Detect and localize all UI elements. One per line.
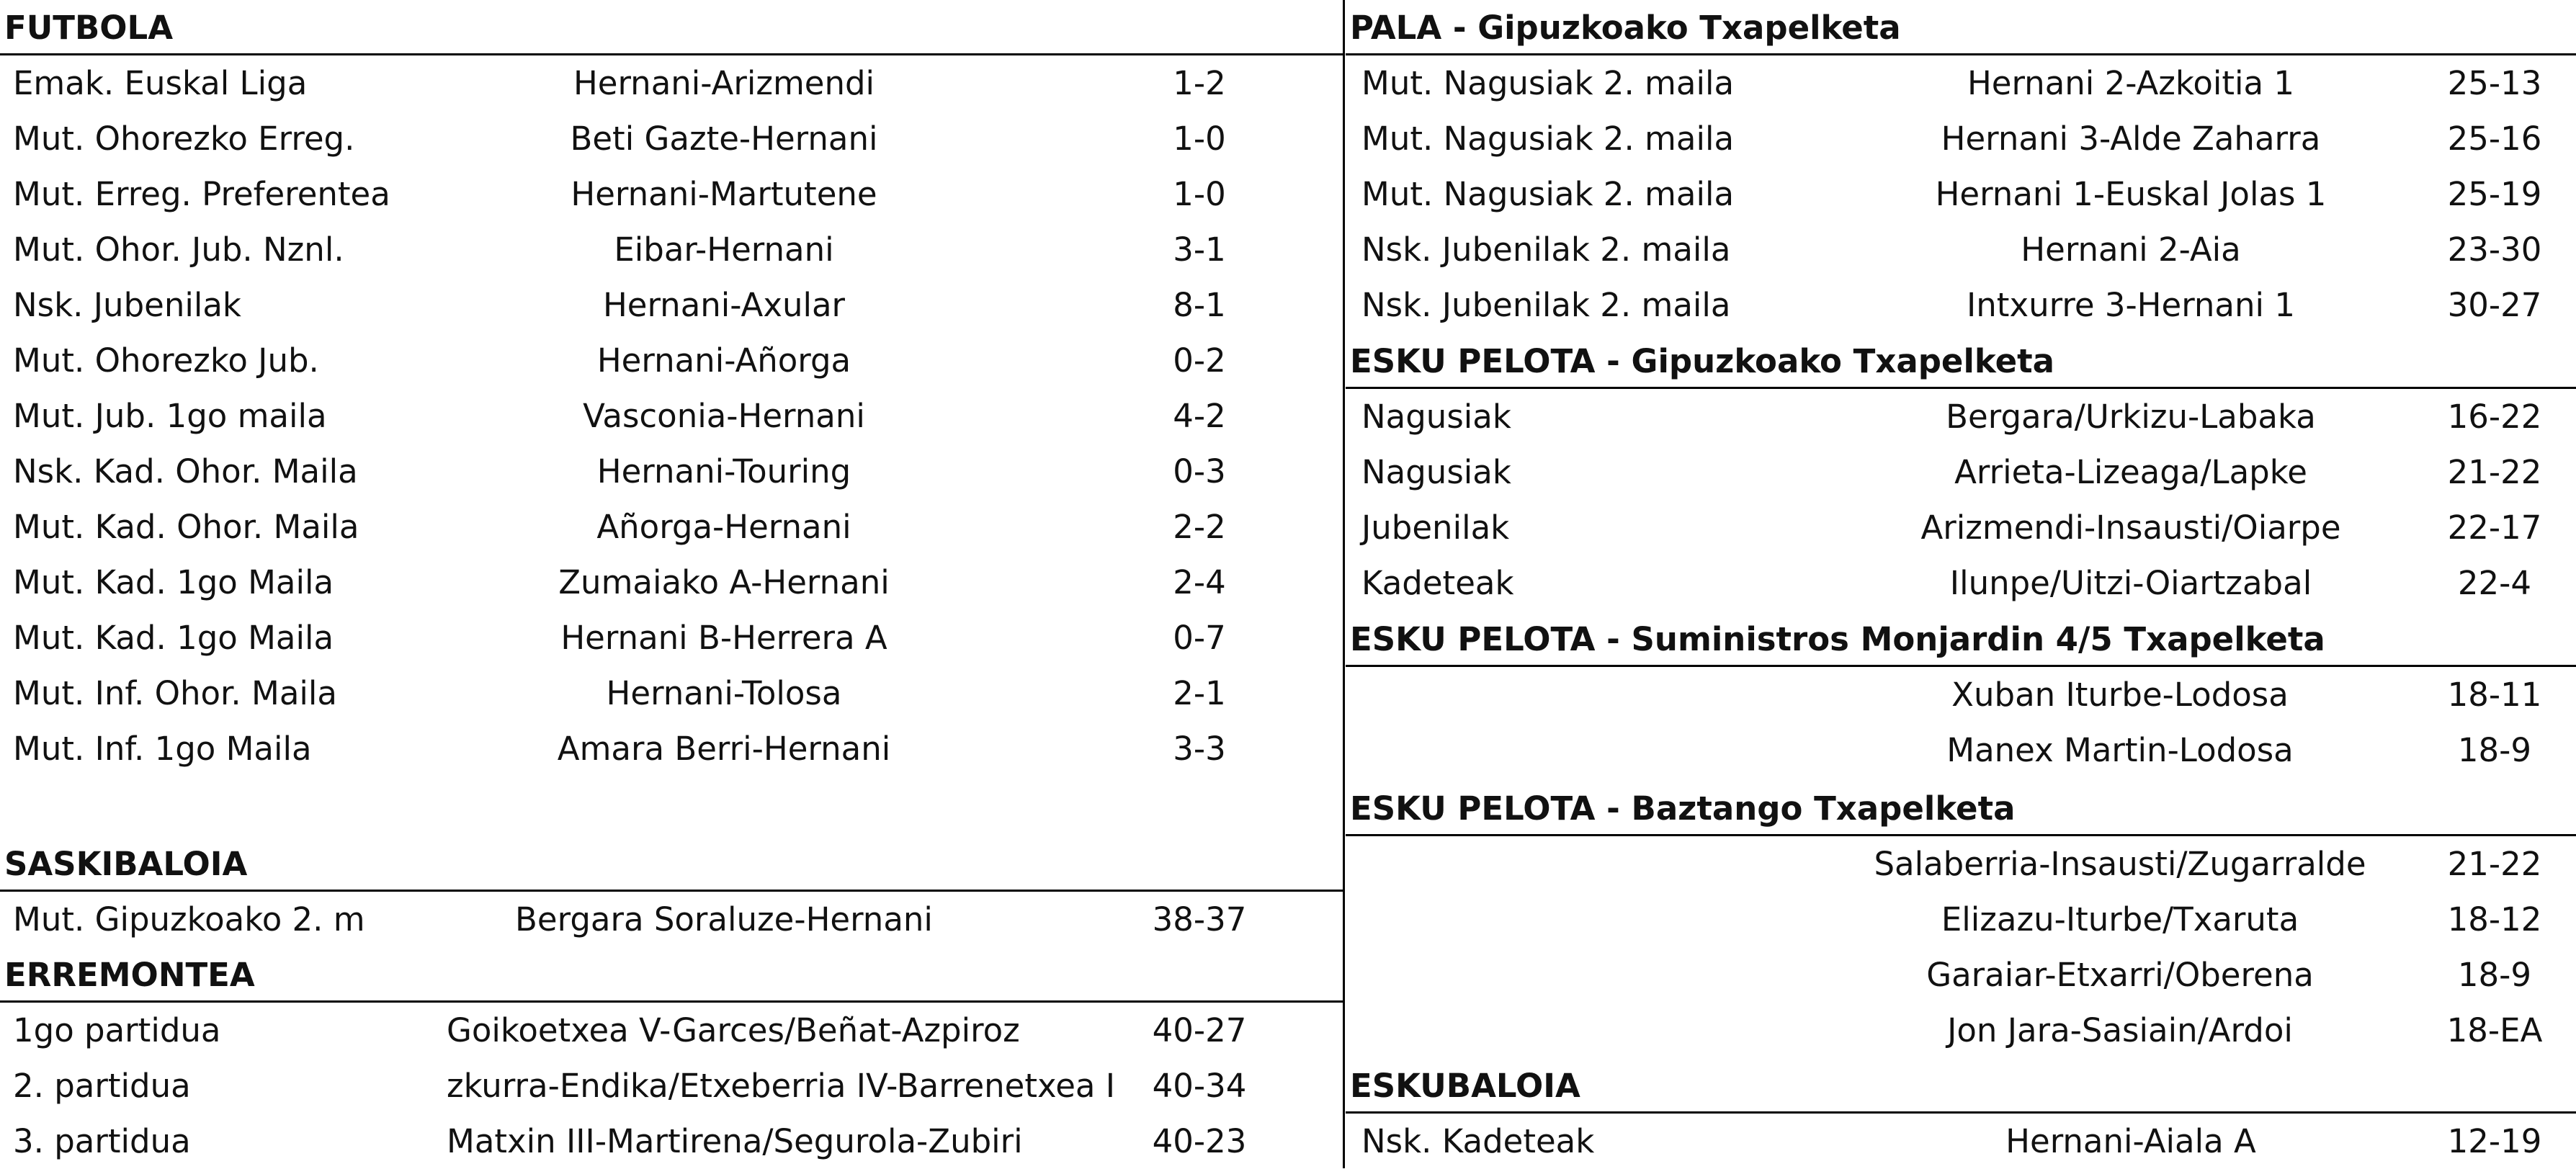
match: Xuban Iturbe-Lodosa: [1951, 676, 2289, 714]
category: Mut. Nagusiak 2. maila: [1361, 175, 1735, 213]
match: Matxin III-Martirena/Segurola-Zubiri: [447, 1122, 1023, 1160]
esku-gipuzkoa-rows: [1346, 389, 2576, 611]
result-row: [1346, 836, 2576, 892]
match: Eibar-Hernani: [614, 230, 834, 269]
match: Hernani-Añorga: [596, 341, 851, 380]
result-row: [1346, 667, 2576, 722]
erremontea-section: [0, 947, 1343, 1169]
category: 2. partidua: [13, 1067, 191, 1105]
result-row: [0, 721, 1343, 776]
result-row: [1346, 555, 2576, 611]
score: 40-34: [1152, 1067, 1247, 1105]
match: Zumaiako A-Hernani: [558, 563, 890, 601]
category: Nsk. Kadeteak: [1361, 1122, 1595, 1160]
section-title: PALA - Gipuzkoako Txapelketa: [1346, 0, 2576, 55]
esku-baztan-rows: [1346, 836, 2576, 1058]
eskubaloia-rows: [1346, 1114, 2576, 1169]
category: Nsk. Kad. Ohor. Maila: [13, 452, 358, 491]
score: 18-9: [2457, 731, 2532, 769]
match: Hernani-Tolosa: [606, 674, 842, 712]
match: Jon Jara-Sasiain/Ardoi: [1947, 1011, 2293, 1049]
match: Amara Berri-Hernani: [557, 730, 891, 768]
score: 18-9: [2457, 956, 2532, 994]
match: Goikoetxea V-Garces/Beñat-Azpiroz: [447, 1011, 1020, 1049]
esku-baztan-section: [1346, 781, 2576, 1058]
score: 16-22: [2447, 398, 2542, 436]
match: Hernani-Arizmendi: [573, 64, 875, 102]
score: 23-30: [2447, 230, 2542, 269]
category: Nsk. Jubenilak 2. maila: [1361, 286, 1731, 324]
category: Mut. Kad. Ohor. Maila: [13, 508, 359, 546]
saskibaloia-section: [0, 836, 1343, 947]
section-title: ESKUBALOIA: [1346, 1058, 2576, 1114]
section-title: ESKU PELOTA - Suministros Monjardin 4/5 Txapelketa: [1346, 612, 2576, 667]
match: Hernani 3-Alde Zaharra: [1941, 120, 2321, 158]
score: 3-3: [1173, 730, 1226, 768]
category: Nsk. Jubenilak: [13, 286, 241, 324]
match: Hernani 2-Azkoitia 1: [1967, 64, 2295, 102]
result-row: [0, 892, 1343, 947]
result-row: [0, 1058, 1343, 1114]
score: 22-4: [2457, 564, 2532, 602]
score: 21-22: [2447, 845, 2542, 883]
result-row: [1346, 277, 2576, 333]
section-title: ERREMONTEA: [0, 947, 1343, 1003]
score: 0-3: [1173, 452, 1226, 491]
result-row: [0, 1003, 1343, 1058]
result-row: [0, 444, 1343, 499]
match: Intxurre 3-Hernani 1: [1967, 286, 2295, 324]
match: Beti Gazte-Hernani: [570, 120, 878, 158]
result-row: [1346, 444, 2576, 500]
match: Salaberria-Insausti/Zugarralde: [1874, 845, 2366, 883]
category: Mut. Ohorezko Jub.: [13, 341, 319, 380]
score: 38-37: [1152, 900, 1247, 939]
score: 22-17: [2447, 509, 2542, 547]
result-row: [0, 166, 1343, 222]
result-row: [1346, 1003, 2576, 1058]
match: Hernani-Axular: [602, 286, 846, 324]
category: Mut. Ohorezko Erreg.: [13, 120, 355, 158]
score: 4-2: [1173, 397, 1226, 435]
result-row: [1346, 500, 2576, 555]
column-divider: [1343, 0, 1345, 1168]
category: 3. partidua: [13, 1122, 191, 1160]
result-row: [0, 277, 1343, 333]
result-row: [1346, 166, 2576, 222]
erremontea-rows: [0, 1003, 1343, 1169]
saskibaloia-rows: [0, 892, 1343, 947]
match: Arrieta-Lizeaga/Lapke: [1954, 453, 2307, 491]
score: 25-16: [2447, 120, 2542, 158]
result-row: [1346, 222, 2576, 277]
result-row: [1346, 892, 2576, 947]
match: Hernani-Martutene: [571, 175, 877, 213]
match: Hernani 2-Aia: [2021, 230, 2241, 269]
result-row: [0, 333, 1343, 388]
pala-section: [1346, 0, 2576, 333]
result-row: [0, 111, 1343, 166]
result-row: [0, 666, 1343, 721]
pala-rows: [1346, 55, 2576, 333]
match: Hernani 1-Euskal Jolas 1: [1935, 175, 2327, 213]
section-title: ESKU PELOTA - Baztango Txapelketa: [1346, 781, 2576, 836]
category: Mut. Kad. 1go Maila: [13, 619, 334, 657]
score: 3-1: [1173, 230, 1226, 269]
score: 8-1: [1173, 286, 1226, 324]
result-row: [0, 388, 1343, 444]
score: 2-1: [1173, 674, 1226, 712]
section-title: ESKU PELOTA - Gipuzkoako Txapelketa: [1346, 333, 2576, 389]
esku-gipuzkoa-section: [1346, 333, 2576, 611]
match: Elizazu-Iturbe/Txaruta: [1941, 900, 2299, 939]
result-row: [0, 55, 1343, 111]
category: Mut. Inf. Ohor. Maila: [13, 674, 337, 712]
result-row: [1346, 111, 2576, 166]
result-row: [0, 222, 1343, 277]
result-row: [1346, 55, 2576, 111]
score: 2-2: [1173, 508, 1226, 546]
score: 12-19: [2447, 1122, 2542, 1160]
esku-monjardin-rows: [1346, 667, 2576, 778]
esku-monjardin-section: [1346, 612, 2576, 778]
score: 21-22: [2447, 453, 2542, 491]
category: Mut. Kad. 1go Maila: [13, 563, 334, 601]
match: Vasconia-Hernani: [583, 397, 865, 435]
category: Nsk. Jubenilak 2. maila: [1361, 230, 1731, 269]
score: 1-0: [1173, 175, 1226, 213]
result-row: [0, 555, 1343, 610]
section-title: SASKIBALOIA: [0, 836, 1343, 892]
score: 40-23: [1152, 1122, 1247, 1160]
match: Hernani-Aiala A: [2005, 1122, 2256, 1160]
score: 0-2: [1173, 341, 1226, 380]
category: Nagusiak: [1361, 398, 1511, 436]
category: Mut. Nagusiak 2. maila: [1361, 120, 1735, 158]
result-row: [1346, 722, 2576, 778]
match: Arizmendi-Insausti/Oiarpe: [1920, 509, 2341, 547]
match: Hernani B-Herrera A: [560, 619, 887, 657]
category: Nagusiak: [1361, 453, 1511, 491]
section-title: FUTBOLA: [0, 0, 1343, 55]
match: Hernani-Touring: [596, 452, 851, 491]
score: 1-2: [1173, 64, 1226, 102]
category: Emak. Euskal Liga: [13, 64, 308, 102]
category: Jubenilak: [1361, 509, 1510, 547]
match: Añorga-Hernani: [596, 508, 851, 546]
category: Kadeteak: [1361, 564, 1514, 602]
score: 18-11: [2447, 676, 2542, 714]
category: Mut. Nagusiak 2. maila: [1361, 64, 1735, 102]
futbola-rows: [0, 55, 1343, 776]
match: Bergara/Urkizu-Labaka: [1946, 398, 2316, 436]
result-row: [1346, 389, 2576, 444]
match: zkurra-Endika/Etxeberria IV-Barrenetxea I: [447, 1067, 1116, 1105]
category: Mut. Gipuzkoako 2. m: [13, 900, 365, 939]
score: 0-7: [1173, 619, 1226, 657]
category: Mut. Ohor. Jub. Nznl.: [13, 230, 344, 269]
category: Mut. Jub. 1go maila: [13, 397, 327, 435]
score: 25-19: [2447, 175, 2542, 213]
category: Mut. Inf. 1go Maila: [13, 730, 312, 768]
category: 1go partidua: [13, 1011, 221, 1049]
score: 2-4: [1173, 563, 1226, 601]
score: 18-EA: [2446, 1011, 2543, 1049]
eskubaloia-section: [1346, 1058, 2576, 1169]
result-row: [1346, 1114, 2576, 1169]
result-row: [0, 1114, 1343, 1169]
score: 18-12: [2447, 900, 2542, 939]
score: 40-27: [1152, 1011, 1247, 1049]
score: 25-13: [2447, 64, 2542, 102]
match: Bergara Soraluze-Hernani: [515, 900, 933, 939]
result-row: [0, 610, 1343, 666]
match: Garaiar-Etxarri/Oberena: [1926, 956, 2314, 994]
match: Ilunpe/Uitzi-Oiartzabal: [1949, 564, 2312, 602]
score: 1-0: [1173, 120, 1226, 158]
score: 30-27: [2447, 286, 2542, 324]
result-row: [0, 499, 1343, 555]
result-row: [1346, 947, 2576, 1003]
futbola-section: [0, 0, 1343, 776]
category: Mut. Erreg. Preferentea: [13, 175, 390, 213]
match: Manex Martin-Lodosa: [1946, 731, 2294, 769]
